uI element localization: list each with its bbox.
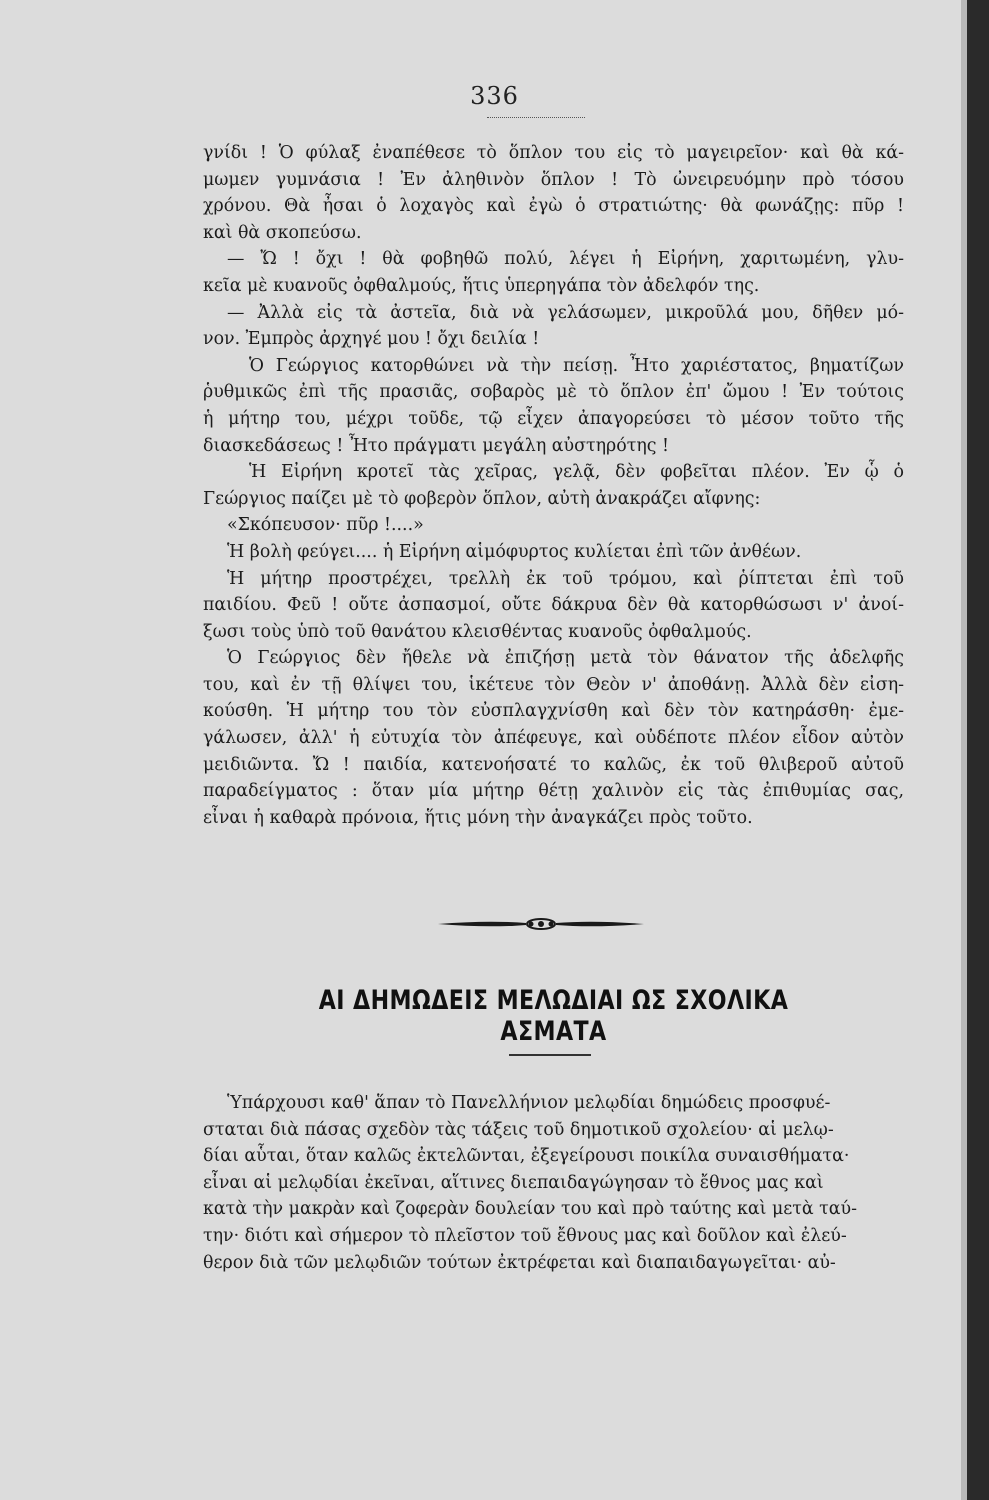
section-line: την· διότι καὶ σήμερον τὸ πλεῖστον τοῦ ἔθνους μας καὶ δοῦλον καὶ ἐλεύ- [203, 1225, 847, 1246]
section-line: κατὰ τὴν μακρὰν καὶ ζοφερὰν δουλείαν του καὶ πρὸ ταύτης καὶ μετὰ ταύ- [203, 1199, 857, 1220]
body-line: — Ὤ ! ὄχι ! θὰ φοβηθῶ πολύ, λέγει ἡ Εἰρήνη, χαριτωμένη, γλυ- [227, 249, 904, 270]
body-text [203, 140, 904, 831]
section-line: Ὑπάρχουσι καθ' ἅπαν τὸ Πανελλήνιον μελῳδίαι δημώδεις προσφυέ- [227, 1093, 831, 1113]
body-line: Ἡ βολὴ φεύγει.... ἡ Εἰρήνη αἱμόφυρτος κυλίεται ἐπὶ τῶν ἀνθέων. [227, 541, 802, 562]
section-line: δίαι αὗται, ὅταν καλῶς ἐκτελῶνται, ἐξεγείρουσι ποικίλα συναισθήματα· [203, 1146, 850, 1167]
body-line: νον. Ἐμπρὸς ἀρχηγέ μου ! ὄχι δειλία ! [203, 329, 540, 350]
body-line: Ἡ μήτηρ προστρέχει, τρελλὴ ἐκ τοῦ τρόμου, καὶ ῥίπτεται ἐπὶ τοῦ [227, 568, 904, 589]
section-title: ΑΙ ΔΗΜΩΔΕΙΣ ΜΕΛΩΔΙΑΙ ΩΣ ΣΧΟΛΙΚΑ ΑΣΜΑΤΑ [318, 985, 789, 1047]
body-line: Ὁ Γεώργιος δὲν ἤθελε νὰ ἐπιζήσῃ μετὰ τὸν θάνατον τῆς ἀδελφῆς [227, 648, 904, 669]
body-line: «Σκόπευσον· πῦρ !....» [227, 515, 424, 536]
body-line: ξωσι τοὺς ὑπὸ τοῦ θανάτου κλεισθέντας κυανοῦς ὀφθαλμούς. [203, 621, 752, 642]
body-line: διασκεδάσεως ! Ἦτο πράγματι μεγάλη αὐστηρότης ! [203, 435, 669, 456]
body-line: κούσθη. Ἡ μήτηρ του τὸν εὐσπλαγχνίσθη καὶ δὲν τὸν κατηράσθη· ἐμε- [203, 701, 904, 722]
body-line: παιδίου. Φεῦ ! οὔτε ἀσπασμοί, οὔτε δάκρυα δὲν θὰ κατορθώσωσι ν' ἀνοί- [203, 595, 904, 616]
body-line: γάλωσεν, ἀλλ' ἡ εὐτυχία τὸν ἀπέφευγε, καὶ οὐδέποτε πλέον εἶδον αὐτὸν [203, 728, 904, 749]
body-line: χρόνου. Θὰ ἦσαι ὁ λοχαγὸς καὶ ἐγὼ ὁ στρατιώτης· θὰ φωνάζῃς: πῦρ ! [203, 196, 904, 217]
body-line: — Ἀλλὰ εἰς τὰ ἀστεῖα, διὰ νὰ γελάσωμεν, μικροῦλά μου, δῆθεν μό- [227, 302, 904, 323]
body-line: Ὁ Γεώργιος κατορθώνει νὰ τὴν πείσῃ. Ἦτο χαριέστατος, βηματίζων [249, 355, 904, 376]
page-edge [967, 0, 989, 1500]
body-line: μειδιῶντα. Ὤ ! παιδία, κατενοήσατέ το καλῶς, ἐκ τοῦ θλιβεροῦ αὐτοῦ [203, 754, 904, 775]
title-rule [509, 1054, 591, 1056]
body-line: Ἡ Εἰρήνη κροτεῖ τὰς χεῖρας, γελᾷ, δὲν φοβεῖται πλέον. Ἐν ᾧ ὁ [249, 462, 904, 483]
body-line: ῥυθμικῶς ἐπὶ τῆς πρασιᾶς, σοβαρὸς μὲ τὸ ὅπλον ἐπ' ὤμου ! Ἐν τούτοις [203, 382, 904, 403]
section-line: θερον διὰ τῶν μελῳδιῶν τούτων ἐκτρέφεται καὶ διαπαιδαγωγεῖται· αὐ- [203, 1252, 836, 1273]
body-line: εἶναι ἡ καθαρὰ πρόνοια, ἥτις μόνη τὴν ἀναγκάζει πρὸς τοῦτο. [203, 807, 753, 828]
body-line: ἡ μήτηρ του, μέχρι τοῦδε, τῷ εἶχεν ἀπαγορεύσει τὸ μέσον τοῦτο τῆς [203, 408, 904, 429]
body-line: του, καὶ ἐν τῇ θλίψει του, ἱκέτευε τὸν Θεὸν ν' ἀποθάνῃ. Ἀλλὰ δὲν εἰση- [203, 674, 904, 695]
body-line: Γεώργιος παίζει μὲ τὸ φοβερὸν ὅπλον, αὐτὴ ἀνακράζει αἴφνης: [203, 488, 761, 509]
body-line: κεῖα μὲ κυανοῦς ὀφθαλμούς, ἥτις ὑπερηγάπα τὸν ἀδελφόν της. [203, 275, 760, 296]
section-line: σταται διὰ πάσας σχεδὸν τὰς τάξεις τοῦ δημοτικοῦ σχολείου· αἱ μελῳ- [203, 1119, 834, 1140]
section-text [203, 1090, 904, 1276]
ornament-divider [438, 914, 644, 934]
body-line: παραδείγματος : ὅταν μία μήτηρ θέτῃ χαλινὸν εἰς τὰς ἐπιθυμίας σας, [203, 781, 904, 802]
section-line: εἶναι αἱ μελῳδίαι ἐκεῖναι, αἵτινες διεπαιδαγώγησαν τὸ ἔθνος μας καὶ [203, 1172, 824, 1193]
body-line: γνίδι ! Ὁ φύλαξ ἐναπέθεσε τὸ ὅπλον του εἰς τὸ μαγειρεῖον· καὶ θὰ κά- [203, 143, 904, 163]
body-line: μωμεν γυμνάσια ! Ἐν ἀληθινὸν ὅπλον ! Τὸ ὠνειρευόμην πρὸ τόσου [203, 169, 904, 190]
page-number: 336 [470, 82, 519, 110]
body-line: καὶ θὰ σκοπεύσω. [203, 222, 362, 243]
page-number-rule [487, 117, 585, 118]
